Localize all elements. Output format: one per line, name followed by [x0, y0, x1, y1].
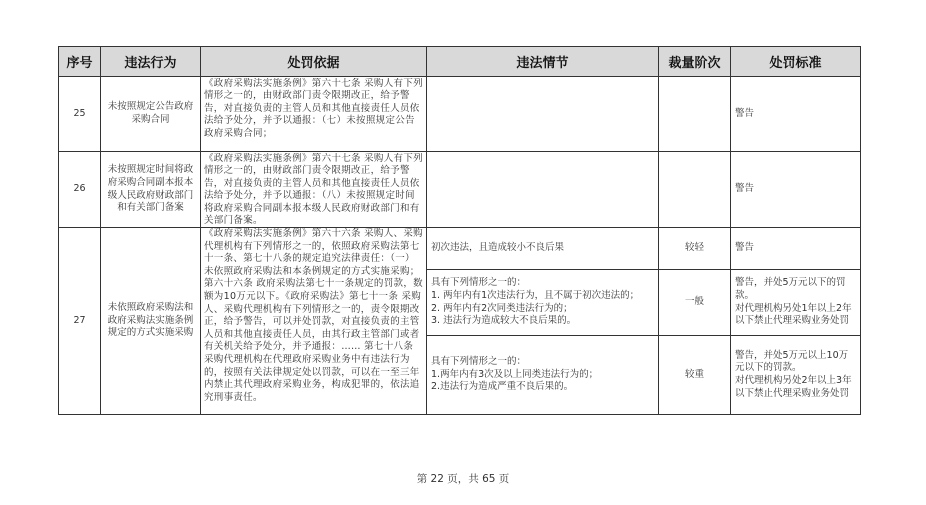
penalty-table: [58, 46, 861, 415]
violation-plot: 初次违法，且造成较小不良后果: [427, 228, 659, 270]
header-level: 裁量阶次: [659, 47, 731, 77]
violation-plot: [427, 152, 659, 228]
penalty-standard: 警告: [731, 152, 861, 228]
table-row: [59, 77, 861, 152]
penalty-standard: 警告，并处5万元以下的罚款。 对代理机构另处1年以上2年以下禁止代理采购业务处罚: [731, 270, 861, 336]
penalty-standard: 警告，并处5万元以上10万元以下的罚款。 对代理机构另处2年以上3年以下禁止代理采购业务处罚: [731, 336, 861, 415]
penalty-basis: 《政府采购法实施条例》第六十七条 采购人有下列情形之一的，由财政部门责令限期改正，给予警告，对直接负责的主管人员和其他直接责任人员依法给予处分，并予以通报：（八）未按照规定时间将政府采购合同副本报本级人民政府财政部门和有关部门备案。: [201, 152, 427, 228]
penalty-standard: 警告: [731, 228, 861, 270]
row-number: 27: [59, 228, 101, 415]
discretion-level: [659, 77, 731, 152]
violation-act: 未按照规定公告政府采购合同: [101, 77, 201, 152]
page-footer: 第 22 页，共 65 页: [416, 473, 510, 485]
penalty-basis: 《政府采购法实施条例》第六十六条 采购人、采购代理机构有下列情形之一的，依照政府采购法第七十一条、第七十八条的规定追究法律责任：（一）未依照政府采购法和本条例规定的方式实施采购； 第六十六条 政府采购法第七十一条规定的罚款，数额为10万元以下。《政府采购法》第七十一条 采购人、采购代理机构有下列情形之一的，责令限期改正，给予警告，可以并处罚款，对直接负责的主管人员和其他直接责任人员，由其行政主管部门或者有关机关给予处分，并予通报：…… 第七十八条 采购代理机构在代理政府采购业务中有违法行为的，按照有关法律规定处以罚款，可以在一至三年内禁止其代理政府采购业务，构成犯罪的，依法追究刑事责任。: [201, 228, 427, 415]
table-row: [59, 228, 861, 270]
row-number: 25: [59, 77, 101, 152]
table-row: [59, 152, 861, 228]
header-act: 违法行为: [101, 47, 201, 77]
violation-plot: 具有下列情形之一的： 1. 两年内有1次违法行为，且不属于初次违法的； 2. 两年内有2次同类违法行为的； 3. 违法行为造成较大不良后果的。: [427, 270, 659, 336]
violation-plot: 具有下列情形之一的： 1.两年内有3次及以上同类违法行为的； 2.违法行为造成严重不良后果的。: [427, 336, 659, 415]
discretion-level: 较轻: [659, 228, 731, 270]
discretion-level: [659, 152, 731, 228]
penalty-basis: 《政府采购法实施条例》第六十七条 采购人有下列情形之一的，由财政部门责令限期改正，给予警告，对直接负责的主管人员和其他直接责任人员依法给予处分，并予以通报：（七）未按照规定公告政府采购合同；: [201, 77, 427, 152]
header-row: [59, 47, 861, 77]
header-basis: 处罚依据: [201, 47, 427, 77]
violation-act: 未依照政府采购法和政府采购法实施条例规定的方式实施采购: [101, 228, 201, 415]
discretion-level: 一般: [659, 270, 731, 336]
penalty-standard: 警告: [731, 77, 861, 152]
header-no: 序号: [59, 47, 101, 77]
discretion-level: 较重: [659, 336, 731, 415]
header-plot: 违法情节: [427, 47, 659, 77]
violation-act: 未按照规定时间将政府采购合同副本报本级人民政府财政部门和有关部门备案: [101, 152, 201, 228]
row-number: 26: [59, 152, 101, 228]
header-standard: 处罚标准: [731, 47, 861, 77]
violation-plot: [427, 77, 659, 152]
